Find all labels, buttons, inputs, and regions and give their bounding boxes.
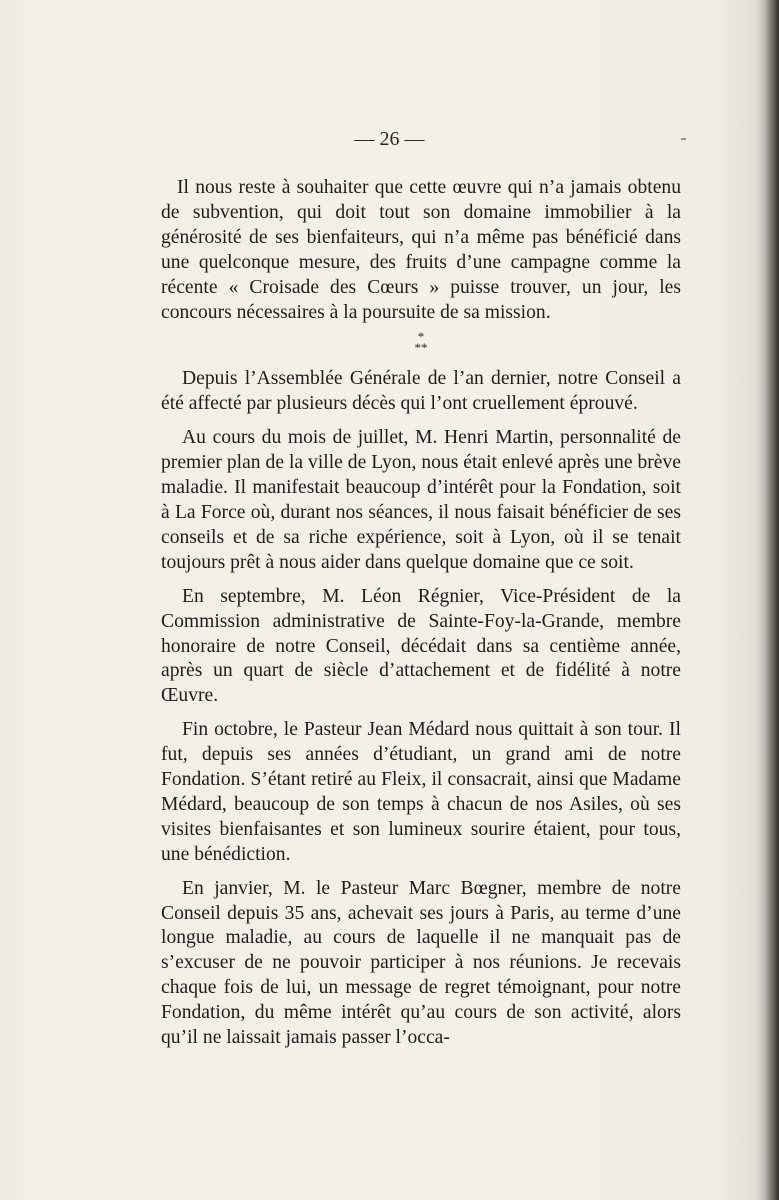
paragraph-henri-martin: Au cours du mois de juillet, M. Henri Martin, personnalité de premier plan de la ville de Lyon, nous était enlevé après une brève maladie. Il manifestait beaucoup d’intérêt pour la Fondation, soit à La Force où, durant nos séances, il nous faisait bénéficier de ses conseils et de sa riche expérience, soit à Lyon, où il se tenait toujours prêt à nous aider dans quelque domaine que ce soit. (161, 427, 681, 573)
paragraph-marc-boegner: En janvier, M. le Pasteur Marc Bœgner, membre de notre Conseil depuis 35 ans, achevait ses jours à Paris, au terme d’une longue maladie, au cours de laquelle il ne manquait pas de s’excuser de ne pouvoir participer à nos réunions. Je recevais chaque fois de lui, un message de regret témoignant, pour notre Fondation, du même intérêt qu’au cours de son activité, alors qu’il ne laissait jamais passer l’occa- (161, 877, 681, 1049)
page-number: — 26 — (354, 128, 425, 150)
section-separator (161, 329, 681, 356)
page-edge-shadow (765, 0, 779, 1200)
paragraph-closing-wish: Il nous reste à souhaiter que cette œuvre qui n’a jamais obtenu de subvention, qui doit tout son domaine immobilier à la générosité de ses bienfaiteurs, qui n’a même pas bénéficié dans une quelconque mesure, des fruits d’une campagne comme la récente « Croisade des Cœurs » puisse trouver, un jour, les concours nécessaires à la poursuite de sa mission. (161, 177, 681, 323)
paragraph-deaths-intro: Depuis l’Assemblée Générale de l’an dernier, notre Conseil a été affecté par plusieurs décès qui l’ont cruellement éprouvé. (161, 368, 681, 415)
separator-asterisks-bottom: ** (414, 340, 428, 356)
separator-asterisk-top: * (417, 329, 425, 345)
body-text (161, 176, 681, 1060)
paragraph-jean-medard: Fin octobre, le Pasteur Jean Médard nous quittait à son tour. Il fut, depuis ses années d’étudiant, un grand ami de notre Fondation. S’étant retiré au Fleix, il consacrait, ainsi que Madame Médard, beaucoup de son temps à chacun de nos Asiles, où ses visites bienfaisantes et son lumineux sourire étaient, pour tous, une bénédiction. (161, 719, 681, 865)
paragraph-leon-regnier: En septembre, M. Léon Régnier, Vice-Président de la Commission administrative de Sainte-Foy-la-Grande, membre honoraire de notre Conseil, décédait dans sa centième année, après un quart de siècle d’attachement et de fidélité à notre Œuvre. (161, 585, 681, 707)
